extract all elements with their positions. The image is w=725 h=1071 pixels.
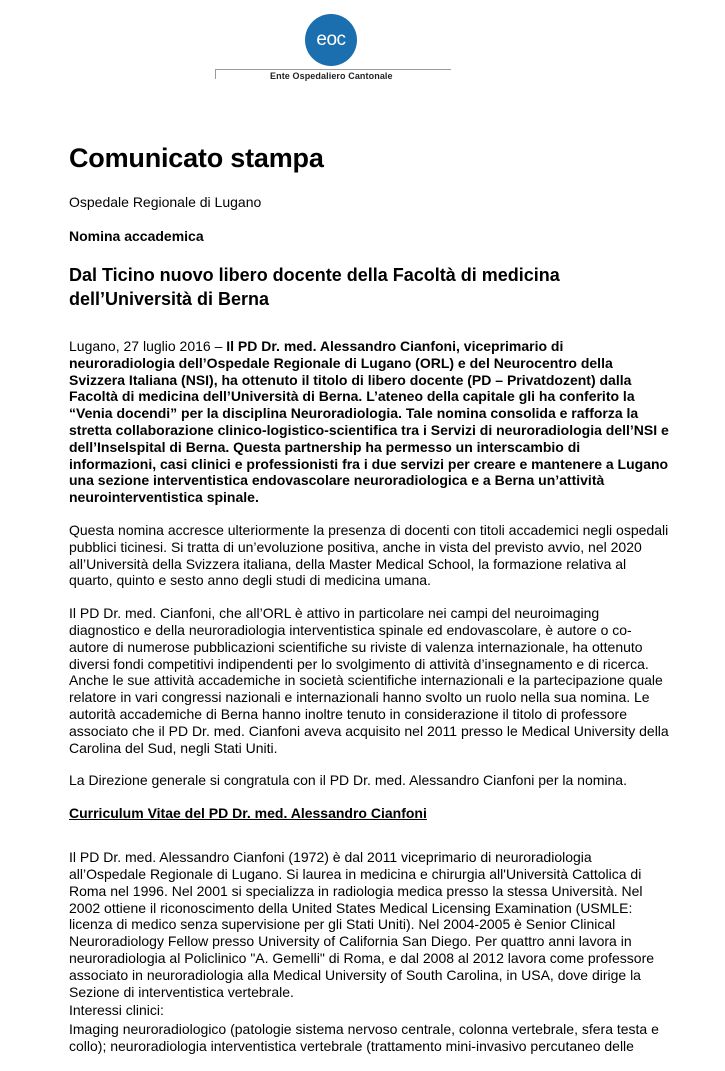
headline: Dal Ticino nuovo libero docente della Facoltà di medicina dell’Università di Berna — [69, 265, 560, 309]
press-release-body — [69, 140, 669, 1071]
document-title: Comunicato stampa — [69, 143, 324, 173]
cv-title: Curriculum Vitae del PD Dr. med. Alessandro Cianfoni — [69, 805, 427, 822]
cv-paragraph: Il PD Dr. med. Alessandro Cianfoni (1972) è dal 2011 viceprimario di neuroradiologia all’Ospedale Regionale di Lugano. Si laurea in medicina e chirurgia all'Università Cattolica di Roma nel 1996. Nel 2001 si specializza in radiologia medica presso la stessa Università. Nel 2002 ottiene il riconoscimento della United States Medical Licensing Examination (USMLE: licenza di medico senza supervisione per gli Stati Uniti). Nel 2004-2005 è Senior Clinical Neuroradiology Fellow presso University of California San Diego. Per quattro anni lavora in neuroradiologia al Policlinico "A. Gemelli" di Roma, e dal 2008 al 2012 lavora come professore associato in neuroradiologia alla Medical University of South Carolina, in USA, dove dirige la Sezione di interventistica vertebrale. — [69, 849, 655, 1000]
interests-text: Imaging neuroradiologico (patologie sistema nervoso centrale, colonna vertebrale, sfera testa e collo); neuroradiologia interventistica vertebrale (trattamento mini-invasivo percutaneo delle — [69, 1021, 659, 1054]
paragraph-4: La Direzione generale si congratula con il PD Dr. med. Alessandro Cianfoni per la nomina. — [69, 772, 627, 789]
lead-bold-text: Il PD Dr. med. Alessandro Cianfoni, viceprimario di neuroradiologia dell’Ospedale Regionale di Lugano (ORL) e del Neurocentro della Svizzera Italiana (NSI), ha ottenuto il titolo di libero docente (PD – Privatdozent) dalla Facoltà di medicina dell’Università di Berna. L’ateneo della capitale gli ha conferito la “Venia docendi” per la disciplina Neuroradiologia. Tale nomina consolida e rafforza la stretta collaborazione clinico-logistico-scientifica tra i Servizi di neuroradiologia dell’NSI e dell’Inselspital di Berna. Questa partnership ha permesso un interscambio di informazioni, casi clinici e professionisti fra i due servizi per creare e mantenere a Lugano una sezione interventistica endovascolare neuroradiologica e a Berna un’attività neurointerventistica spinale. — [69, 338, 669, 506]
eoc-logo — [215, 14, 451, 84]
lead-paragraph — [69, 338, 669, 506]
interests-label: Interessi clinici: — [69, 1002, 164, 1019]
logo-org-name: Ente Ospedaliero Cantonale — [270, 71, 393, 81]
paragraph-3: Il PD Dr. med. Cianfoni, che all’ORL è attivo in particolare nei campi del neuroimaging diagnostico e della neuroradiologia interventistica spinale ed endovascolare, è autore o co-autore di numerose pubblicazioni scientifiche su riviste di valenza internazionale, ha ottenuto diversi fondi competitivi indipendenti per lo svolgimento di attività d’insegnamento e di ricerca. Anche le sue attività accademiche in società scientifiche internazionali e la partecipazione quale relatore in vari congressi nazionali e internazionali hanno svolto un ruolo nella sua nomina. Le autorità accademiche di Berna hanno inoltre tenuto in considerazione il titolo di professore associato che il PD Dr. med. Cianfoni aveva acquisito nel 2011 presso le Medical University della Carolina del Sud, negli Stati Uniti. — [69, 605, 669, 756]
logo-divider — [215, 69, 451, 70]
lead-date: Lugano, 27 luglio 2016 – — [69, 338, 227, 354]
paragraph-2: Questa nomina accresce ulteriormente la presenza di docenti con titoli accademici negli ospedali pubblici ticinesi. Si tratta di un’evoluzione positiva, anche in vista del previsto avvio, nel 2020 all’Università della Svizzera italiana, della Master Medical School, la formazione relativa al quarto, quinto e sesto anno degli studi di medicina umana. — [69, 521, 669, 589]
logo-divider-tick — [215, 69, 216, 79]
document-kicker: Nomina accademica — [69, 228, 204, 244]
document-subtitle: Ospedale Regionale di Lugano — [69, 194, 262, 210]
eoc-logo-circle: eoc — [305, 14, 357, 66]
